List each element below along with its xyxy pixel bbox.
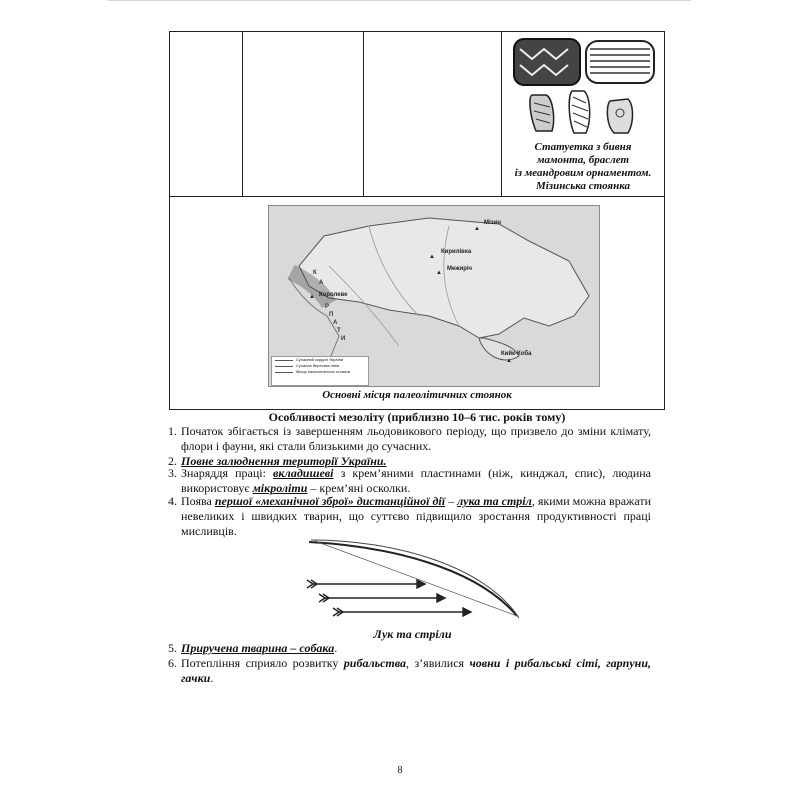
site-label-mizyn: Мізин	[484, 220, 501, 226]
list-bold-text: мікроліти	[252, 481, 308, 495]
list-number: 4.	[168, 494, 177, 508]
arrow-icon	[319, 594, 445, 602]
list-number: 5.	[168, 641, 177, 655]
list-bold-text: лука та стріл	[457, 494, 532, 508]
list-item	[168, 424, 651, 454]
legend-sites: Місця палеолітичних стоянок	[272, 369, 368, 375]
list-item	[168, 641, 651, 656]
carpathians-letter: Т	[337, 328, 341, 334]
list-number: 2.	[168, 454, 177, 468]
list-text: Знаряддя праці:	[181, 466, 273, 480]
artifact-caption	[502, 141, 664, 193]
list-item	[168, 656, 651, 686]
site-marker-icon: ▲	[436, 270, 442, 276]
list-text: Поява	[181, 494, 215, 508]
list-item	[168, 466, 651, 496]
site-label-kiik-koba: Кийк-Коба	[501, 351, 532, 357]
site-marker-icon: ▲	[309, 294, 315, 300]
page-number: 8	[397, 765, 403, 776]
carpathians-letter: Р	[325, 304, 330, 310]
list-bold-text: Приручена тварина – собака	[181, 641, 335, 655]
carpathians-letter: А	[319, 280, 324, 286]
list-item	[168, 494, 651, 539]
list-text: , з’явилися	[406, 656, 470, 670]
column-divider-1	[242, 32, 243, 196]
legend-coastline: Сучасна берегова лінія	[272, 363, 368, 369]
list-text: , якими можна вражати невеликих і швидких тварин, що суттєво підвищило зростання продуктивності праці мисливців.	[181, 494, 651, 538]
page-top-line	[108, 0, 691, 1]
arrow-icon	[307, 580, 425, 588]
list-bold-text: рибальства	[343, 656, 407, 670]
carpathians-letter: И	[341, 336, 346, 342]
column-divider-2	[363, 32, 364, 196]
section-heading: Особливості мезоліту (приблизно 10–6 тис. років тому)	[268, 410, 566, 424]
list-text: .	[210, 671, 214, 685]
list-bold-text: вкладишеві	[273, 466, 334, 480]
site-label-mezhyrich: Межиріч	[447, 266, 473, 272]
mezin-artifacts-image	[510, 35, 660, 143]
row-divider	[170, 196, 664, 197]
artifact-caption-line: мамонта, браслет	[536, 154, 630, 166]
bow-and-arrows-image	[305, 536, 525, 624]
list-text: –	[445, 494, 458, 508]
bow-caption: Лук та стріли	[373, 627, 452, 641]
artifact-caption-line: із меандровим орнаментом.	[514, 167, 652, 179]
list-bold-text: Повне залюднення території України.	[181, 454, 387, 468]
list-number: 3.	[168, 466, 177, 480]
site-marker-icon: ▲	[429, 254, 435, 260]
list-text: Потепління сприяло розвитку	[181, 656, 344, 670]
list-number: 6.	[168, 656, 177, 670]
list-text: – крем’яні осколки.	[307, 481, 411, 495]
artifact-caption-line: Мізинська стоянка	[535, 180, 631, 192]
list-text: .	[334, 641, 338, 655]
carpathians-letter: К	[313, 270, 317, 276]
list-number: 1.	[168, 424, 177, 438]
arrow-icon	[333, 608, 471, 616]
site-label-kyrylivka: Кирилівка	[441, 249, 472, 255]
list-bold-text: човни і рибальські сіті, гарпуни, гачки	[181, 656, 651, 685]
list-text: Початок збігається із завершенням льодовикового періоду, що призвело до зміни клімату, флори і фауни, які стали близькими до сучасних.	[181, 424, 651, 453]
carpathians-letter: П	[329, 312, 334, 318]
map-legend	[271, 356, 369, 386]
list-text: з крем’яними пластинами (ніж, кинджал, спис), людина використовує	[181, 466, 651, 495]
site-marker-icon: ▲	[506, 358, 512, 364]
carpathians-letter: А	[333, 320, 338, 326]
site-marker-icon: ▲	[474, 226, 480, 232]
list-bold-text: першої «механічної зброї» дистанційної дії	[214, 494, 446, 508]
artifact-caption-line: Статуетка з бивня	[534, 141, 632, 153]
site-label-korolevo: Королеве	[319, 292, 348, 298]
map-caption: Основні місця палеолітичних стоянок	[322, 389, 512, 401]
legend-border: Сучасний кордон України	[272, 357, 368, 363]
